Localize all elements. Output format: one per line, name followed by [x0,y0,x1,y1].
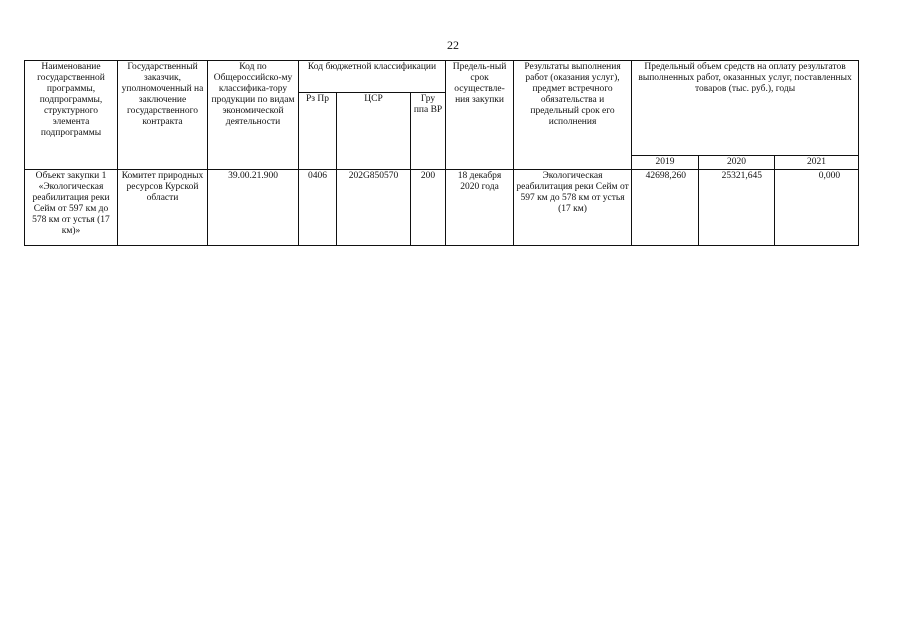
header-budget-code: Код бюджетной классификации [299,61,446,93]
header-csr: ЦСР [337,93,411,170]
cell-name: Объект закупки 1 «Экологическая реабилитация реки Сейм от 597 км до 578 км от устья (17 км)» [25,170,118,246]
cell-value-2020: 25321,645 [699,170,775,246]
cell-customer: Комитет природных ресурсов Курской области [118,170,208,246]
header-year-2020: 2020 [699,156,775,170]
cell-group-vr: 200 [411,170,446,246]
header-name: Наименование государственной программы, подпрограммы, структурного элемента подпрограммы [25,61,118,170]
header-customer: Государственный заказчик, уполномоченный на заключение государственного контракта [118,61,208,170]
header-year-2021: 2021 [775,156,859,170]
table-row [25,170,859,246]
cell-csr: 202G850570 [337,170,411,246]
cell-rz-pr: 0406 [299,170,337,246]
page-number: 22 [447,38,459,52]
header-rz-pr: Рз Пр [299,93,337,170]
cell-deadline: 18 декабря 2020 года [446,170,514,246]
cell-results: Экологическая реабилитация реки Сейм от 597 км до 578 км от устья (17 км) [514,170,632,246]
cell-value-2019: 42698,260 [632,170,699,246]
header-okpd: Код по Общероссийско-му классифика-тору продукции по видам экономической деятельности [208,61,299,170]
header-year-2019: 2019 [632,156,699,170]
header-limit: Предельный объем средств на оплату результатов выполненных работ, оказанных услуг, поставленных товаров (тыс. руб.), годы [632,61,859,156]
header-results: Результаты выполнения работ (оказания услуг), предмет встречного обязательства и предельный срок его исполнения [514,61,632,170]
procurement-table [24,60,859,246]
header-deadline: Предель-ный срок осуществле-ния закупки [446,61,514,170]
cell-okpd: 39.00.21.900 [208,170,299,246]
cell-value-2021: 0,000 [775,170,859,246]
header-group-vr: Гру ппа ВР [411,93,446,170]
